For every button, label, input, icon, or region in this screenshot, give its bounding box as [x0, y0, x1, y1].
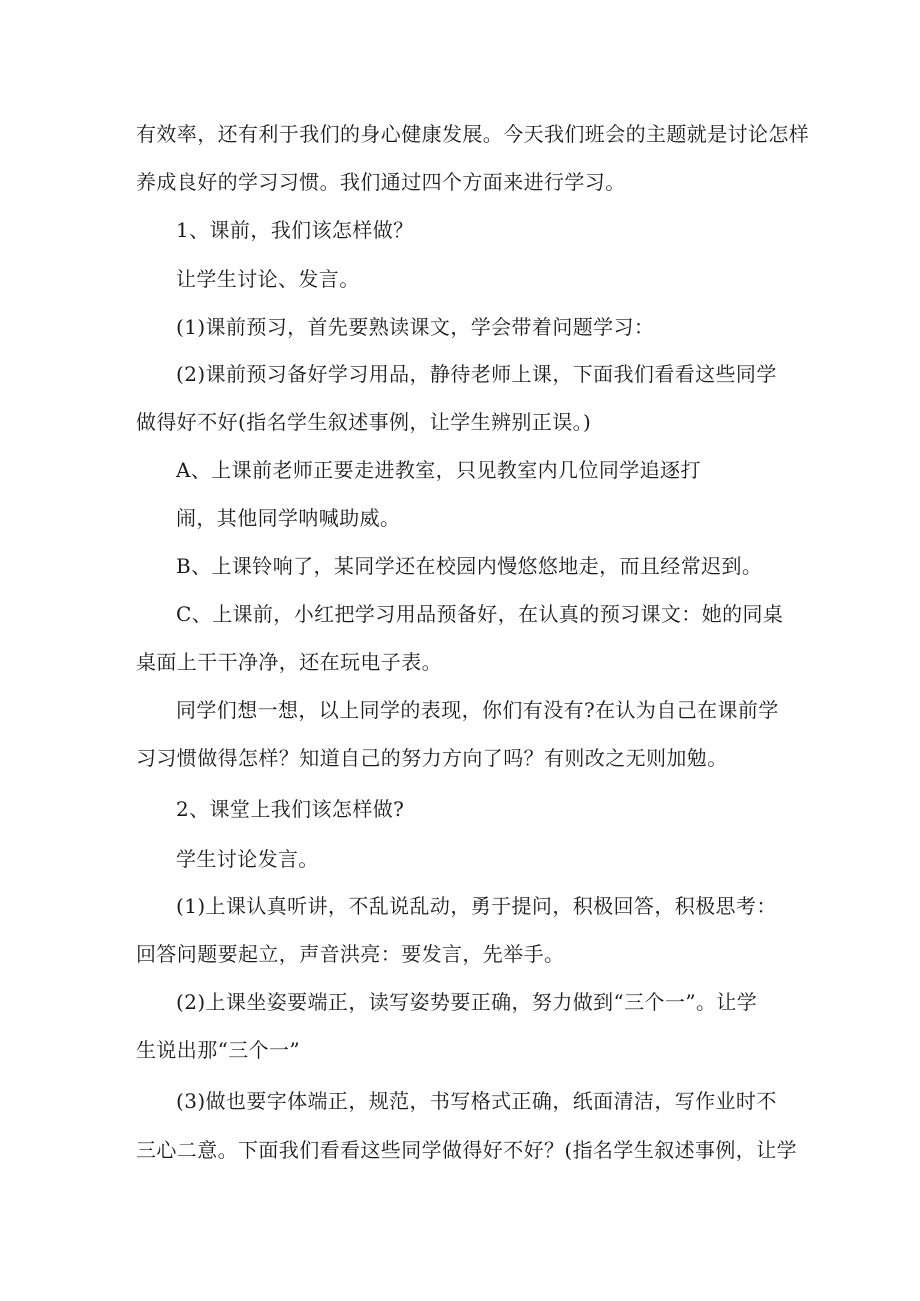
text-line-14: 习习惯做得怎样？知道自己的努力方向了吗？有则改之无则加勉。: [136, 746, 728, 770]
text-line-13: 同学们想一想，以上同学的表现，你们有没有?在认为自己在课前学: [176, 698, 779, 722]
text-line-7: 做得好不好(指名学生叙述事例，让学生辨别正误。): [136, 410, 592, 434]
text-line-5: (1)课前预习，首先要熟读课文，学会带着问题学习：: [176, 315, 655, 339]
text-line-22: 三心二意。下面我们看看这些同学做得好不好？(指名学生叙述事例，让学: [136, 1138, 798, 1162]
text-line-9: 闹，其他同学呐喊助威。: [176, 506, 401, 530]
text-line-17: (1)上课认真听讲，不乱说乱动，勇于提问，积极回答，积极思考：: [176, 894, 777, 918]
text-line-11: C、上课前，小红把学习用品预备好，在认真的预习课文：她的同桌: [176, 602, 784, 626]
heading-section-2: 2、课堂上我们该怎样做?: [176, 797, 405, 821]
text-line-19: (2)上课坐姿要端正，读写姿势要正确，努力做到“三个一”。让学: [176, 990, 758, 1014]
text-line-6: (2)课前预习备好学习用品，静待老师上课，下面我们看看这些同学: [176, 362, 777, 386]
text-line-18: 回答问题要起立，声音洪亮：要发言，先举手。: [136, 942, 565, 966]
text-line-20: 生说出那“三个一”: [136, 1038, 301, 1062]
text-line-2: 养成良好的学习习惯。我们通过四个方面来进行学习。: [136, 170, 626, 194]
text-line-12: 桌面上干干净净，还在玩电子表。: [136, 650, 442, 674]
text-line-8: A、上课前老师正要走进教室，只见教室内几位同学追逐打: [176, 458, 701, 482]
text-line-1: 有效率，还有利于我们的身心健康发展。今天我们班会的主题就是讨论怎样: [136, 122, 810, 146]
text-line-10: B、上课铃响了，某同学还在校园内慢悠悠地走，而且经常迟到。: [176, 554, 763, 578]
text-line-4: 让学生讨论、发言。: [176, 267, 360, 291]
text-line-16: 学生讨论发言。: [176, 847, 319, 871]
text-line-21: (3)做也要字体端正，规范，书写格式正确，纸面清洁，写作业时不: [176, 1089, 777, 1113]
heading-section-1: 1、课前，我们该怎样做？: [176, 218, 414, 242]
